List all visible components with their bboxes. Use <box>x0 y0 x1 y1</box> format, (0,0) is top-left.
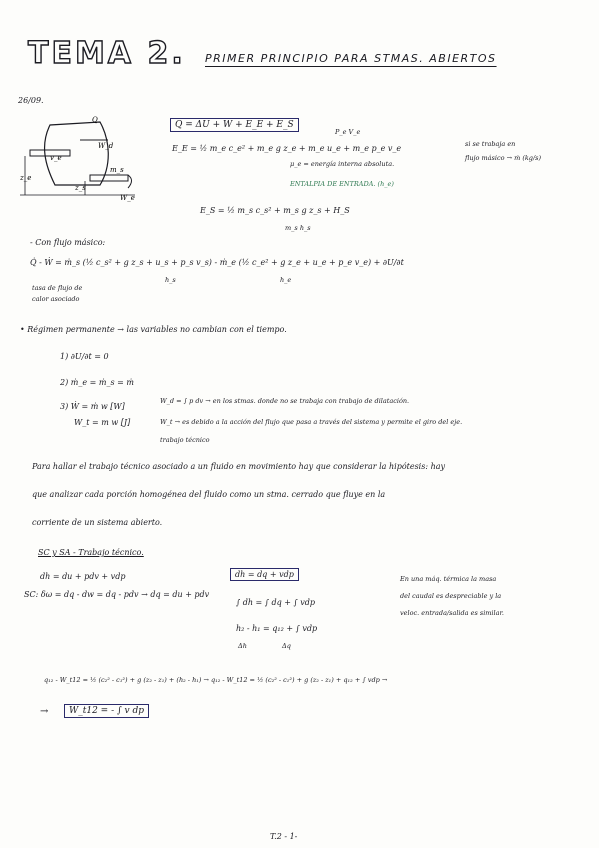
paragraph-line-1: Para hallar el trabajo técnico asociado a un fluido en movimiento hay que considerar la hipótesis: hay <box>32 462 446 471</box>
exit-enthalpy-note: m_s h_s <box>285 224 311 232</box>
paragraph-line-3: corriente de un sistema abierto. <box>32 518 163 527</box>
technical-work-heading: SC y SA - Trabajo técnico. <box>38 548 144 557</box>
technical-work-result: W_t12 = - ∫ v dp <box>64 704 149 718</box>
diagram-label-ze: z_e <box>20 174 32 182</box>
technical-work-branch: W_t → es debido a la acción del flujo que pasa a través del sistema y permite el giro del eje. <box>160 418 463 426</box>
entry-enthalpy-label: h_e <box>280 276 292 284</box>
entry-energy-eq: E_E = ½ m_e c_e² + m_e g z_e + m_e u_e + m_e p_e v_e <box>172 144 402 153</box>
page-number: T.2 - 1- <box>270 832 298 841</box>
mass-flow-note-2: flujo másico → ṁ (kg/s) <box>465 154 542 162</box>
diagram-label-zs: z_s <box>75 184 86 192</box>
integrated-eq-1: ∫ dh = ∫ dq + ∫ vdp <box>236 598 315 607</box>
steady-item-3b: W_t = m w [J] <box>74 418 131 427</box>
flow-work-term: P_e V_e <box>335 128 361 136</box>
enthalpy-boxed-eq: dh = dq + vdp <box>230 568 299 581</box>
internal-energy-note: μ_e = energía interna absoluta. <box>290 160 395 168</box>
enthalpy-entry-note: ENTALPIA DE ENTRADA. (h_e) <box>290 180 394 188</box>
machine-note-3: veloc. entrada/salida es similar. <box>400 609 504 617</box>
exit-energy-eq: E_S = ½ m_s c_s² + m_s g z_s + H_S <box>200 206 350 215</box>
delta-h-label: Δh <box>238 642 247 650</box>
delta-q-label: Δq <box>282 642 291 650</box>
mass-flow-note-1: si se trabaja en <box>465 140 516 148</box>
result-arrow: → <box>40 706 49 717</box>
mass-flow-heading: - Con flujo másico: <box>30 238 106 247</box>
integrated-eq-2: h₂ - h₁ = q₁₂ + ∫ vdp <box>236 624 318 633</box>
heat-rate-note-1: tasa de flujo de <box>32 284 83 292</box>
open-system-diagram <box>20 110 145 210</box>
energy-eq-long: q₁₂ - W_t12 = ½ (c₂² - c₁²) + g (z₂ - z₁) + (h₂ - h₁) → q₁₂ - W_t12 = ½ (c₂² - c₁²) + g (z₂ - z₁) + q₁₂ + ∫ vdp → <box>44 676 388 684</box>
steady-item-2: 2) ṁ_e = ṁ_s = ṁ <box>60 378 134 387</box>
page-title: TEMA 2. <box>28 36 186 71</box>
diagram-label-wd: W_d <box>98 142 114 150</box>
paragraph-line-2: que analizar cada porción homogénea del fluido como un stma. cerrado que fluye en la <box>32 490 386 499</box>
closed-system-eq: SC: δω = dq - dw = dq - pdv → dq = du + pdv <box>24 590 210 599</box>
diagram-label-q: Q <box>92 116 98 124</box>
enthalpy-differential: dh = du + pdv + vdp <box>40 572 126 581</box>
steady-item-1: 1) ∂U/∂t = 0 <box>60 352 109 361</box>
technical-work-label: trabajo técnico <box>160 436 210 444</box>
steady-state-heading: • Régimen permanente → las variables no cambian con el tiempo. <box>20 325 287 334</box>
dilatation-work-branch: W_d = ∫ p dv → en los stmas. donde no se trabaja con trabajo de dilatación. <box>160 397 410 405</box>
exit-enthalpy-label: h_s <box>165 276 176 284</box>
date-label: 26/09. <box>18 96 44 105</box>
page-subtitle: PRIMER PRINCIPIO PARA STMAS. ABIERTOS <box>205 52 497 65</box>
steady-item-3a: 3) Ẇ = ṁ w [W] <box>60 402 125 411</box>
diagram-label-ms: m_s <box>110 166 124 174</box>
diagram-label-we: W_e <box>120 194 135 202</box>
machine-note-1: En una máq. térmica la masa <box>400 575 497 583</box>
machine-note-2: del caudal es despreciable y la <box>400 592 502 600</box>
mass-flow-energy-eq: Q̇ - Ẇ = ṁ_s (½ c_s² + g z_s + u_s + p_s v_s) - ṁ_e (½ c_e² + g z_e + u_e + p_e v_e) + ∂U/∂t <box>30 258 404 267</box>
energy-balance-boxed: Q = ΔU + W + E_E + E_S <box>170 118 299 132</box>
heat-rate-note-2: calor asociado <box>32 295 80 303</box>
diagram-label-ve: v_e <box>50 154 62 162</box>
